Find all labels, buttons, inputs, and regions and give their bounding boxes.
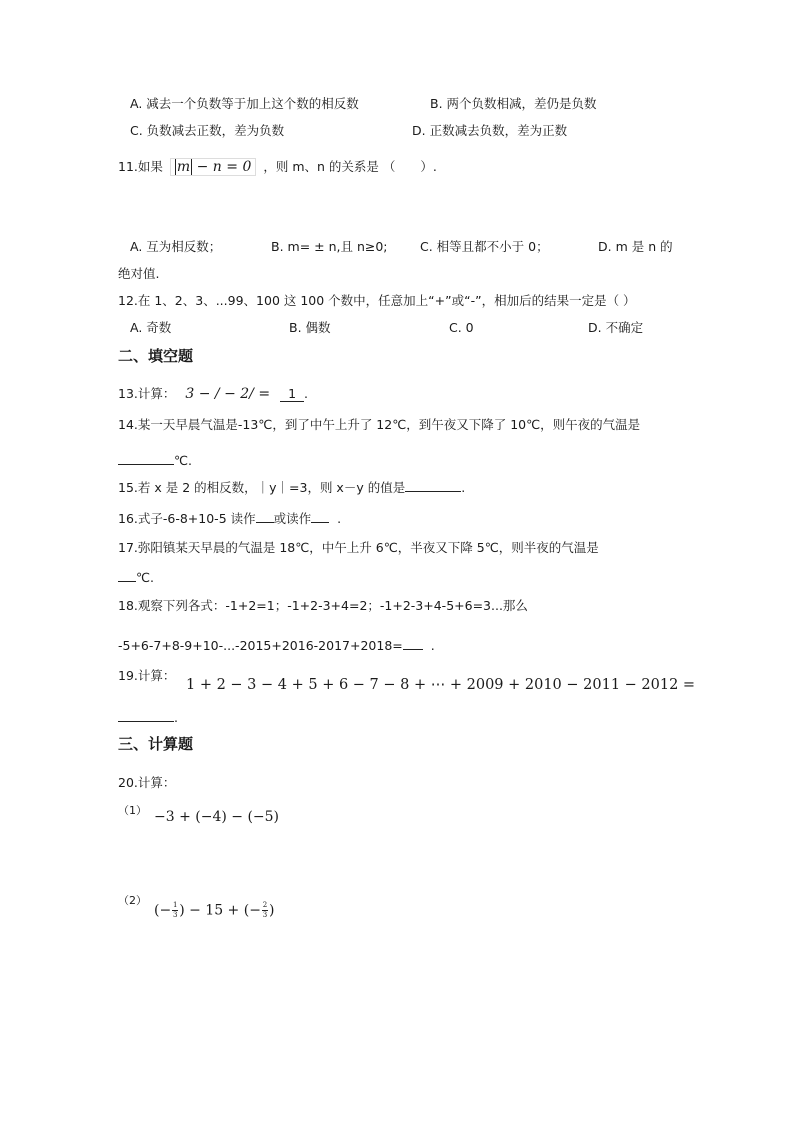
q13-suffix: . [304, 386, 308, 401]
q16-blank-2[interactable] [311, 510, 329, 523]
q11-option-c: C. 相等且都不小于 0； [420, 239, 549, 254]
q13-expression: 3 − / − 2/ = [185, 386, 271, 402]
q13-prefix: 13.计算： [118, 386, 176, 401]
q11-suffix: ，则 m、n 的关系是 （ ）. [263, 159, 437, 174]
q10-option-a: A. 减去一个负数等于加上这个数的相反数 [130, 96, 359, 111]
q18-question: 18.观察下列各式：-1+2=1；-1+2-3+4=2；-1+2-3+4-5+6=3...那么 [118, 598, 528, 613]
q11-question [118, 158, 437, 176]
q15-suffix: . [461, 480, 466, 495]
section-heading-calculation: 三、计算题 [118, 735, 194, 753]
q10-option-d: D. 正数减去负数，差为正数 [412, 123, 568, 138]
q17-blank[interactable] [118, 569, 136, 582]
q12-option-c: C. 0 [449, 320, 474, 335]
q16-text2: 或读作 [273, 511, 312, 526]
q16-text1: 16.式子-6-8+10-5 读作 [118, 511, 256, 526]
q17-suffix: ℃. [136, 570, 155, 585]
q15-text: 15.若 x 是 2 的相反数，｜y｜=3，则 x－y 的值是 [118, 480, 406, 495]
q14-blank[interactable] [118, 452, 174, 465]
q14-question: 14.某一天早晨气温是-13℃，到了中午上升了 12℃，到午夜又下降了 10℃，则午夜的气温是 [118, 417, 641, 432]
q20-part1-label: （1） [118, 804, 147, 817]
q18-blank[interactable] [403, 637, 423, 650]
q17-question: 17.弥阳镇某天早晨的气温是 18℃，中午上升 6℃，半夜又下降 5℃，则半夜的气温是 [118, 540, 599, 555]
q11-abs-m: m [176, 159, 191, 175]
q15-blank[interactable] [405, 479, 461, 492]
q20-fraction-1-denominator: 3 [172, 911, 178, 919]
q11-option-d: D. m 是 n 的 [598, 239, 673, 254]
q19-answer-line [118, 709, 178, 725]
q13-answer: 1 [280, 388, 304, 402]
q19-expression: 1 + 2 − 3 − 4 + 5 + 6 − 7 − 8 + ⋯ + 2009 + 2010 − 2011 − 2012 = [186, 677, 696, 693]
section-heading-fill-in: 二、填空题 [118, 347, 194, 365]
q11-prefix: 11.如果 [118, 159, 163, 174]
q20-fraction-2-denominator: 3 [262, 911, 268, 919]
q14-answer-line [118, 452, 192, 468]
q16-suffix: . [337, 511, 342, 526]
q20-part2-expression [154, 902, 274, 919]
q12-option-b: B. 偶数 [289, 320, 331, 335]
q11-option-a: A. 互为相反数； [130, 239, 222, 254]
q11-formula [170, 158, 256, 176]
q18-suffix: . [430, 638, 435, 653]
q19-blank[interactable] [118, 709, 174, 722]
q20-question: 20.计算： [118, 775, 176, 790]
q20-fraction-2 [262, 902, 268, 919]
q20-part2-open: (− [154, 902, 172, 919]
q19-suffix: . [174, 710, 178, 725]
q20-fraction-1 [172, 902, 178, 919]
q15-question [118, 479, 465, 495]
q10-option-b: B. 两个负数相减，差仍是负数 [430, 96, 597, 111]
q12-question: 12.在 1、2、3、...99、100 这 100 个数中，任意加上“+”或“-”，相加后的结果一定是（ ） [118, 293, 636, 308]
q12-option-a: A. 奇数 [130, 320, 172, 335]
q18-expression-line [118, 637, 435, 653]
q20-fraction-2-numerator: 2 [262, 901, 268, 909]
q20-part1-expression: −3 + (−4) − (−5) [154, 809, 280, 825]
q10-option-c: C. 负数减去正数，差为负数 [130, 123, 285, 138]
q17-answer-line [118, 569, 154, 585]
q16-blank-1[interactable] [256, 510, 274, 523]
q13-question [118, 387, 308, 402]
q19-prefix: 19.计算： [118, 668, 176, 683]
q20-part2-close: ) [268, 902, 275, 919]
q20-fraction-1-numerator: 1 [172, 901, 178, 909]
q11-formula-rest: − n = 0 [196, 159, 252, 175]
q20-part2-middle: ) − 15 + (− [179, 902, 261, 919]
q14-suffix: ℃. [174, 453, 193, 468]
q11-option-d-continued: 绝对值. [118, 266, 160, 281]
q11-option-b: B. m= ± n,且 n≥0; [271, 239, 388, 254]
q12-option-d: D. 不确定 [588, 320, 644, 335]
q16-question [118, 510, 341, 526]
q18-expression: -5+6-7+8-9+10-...-2015+2016-2017+2018= [118, 638, 403, 653]
q20-part2-label: （2） [118, 894, 147, 907]
